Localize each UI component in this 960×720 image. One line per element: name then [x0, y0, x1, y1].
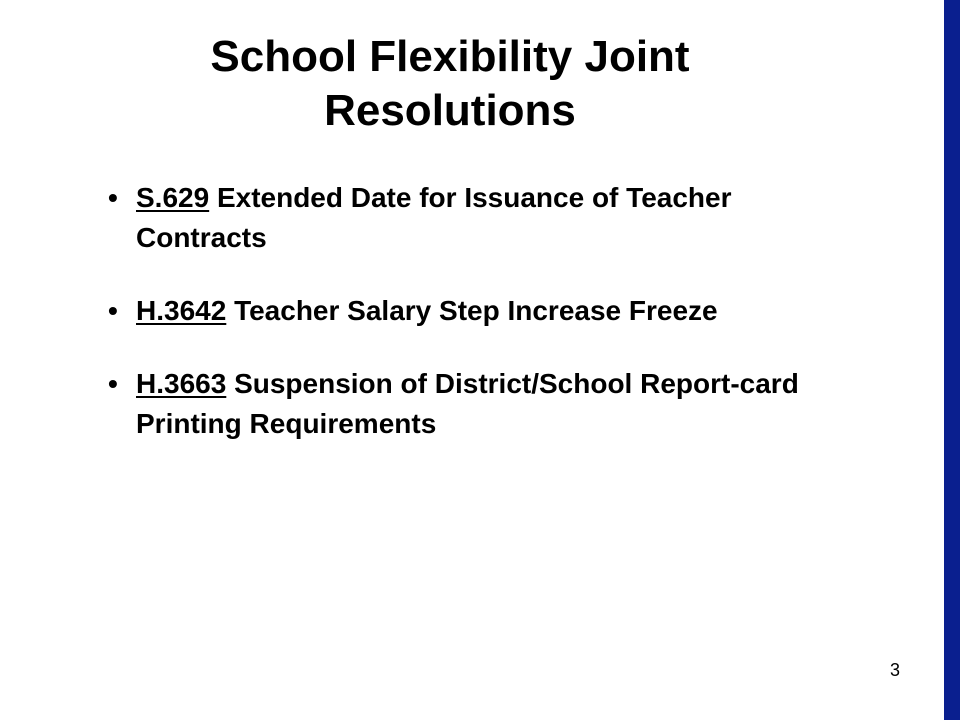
bill-number-h3642: H.3642: [136, 295, 227, 326]
bill-description-h3663: Suspension of District/School Report-card Printing Requirements: [136, 368, 799, 439]
bullet-dot-icon: •: [108, 295, 118, 326]
bill-number-s629: S.629: [136, 182, 210, 213]
bill-number-h3663: H.3663: [136, 368, 227, 399]
side-accent-bar: [944, 0, 960, 720]
bullet-item-s629: [108, 178, 828, 258]
bill-description-h3642: Teacher Salary Step Increase Freeze: [226, 295, 718, 326]
bullet-list: [108, 178, 828, 477]
bullet-item-h3642: [108, 291, 828, 331]
bullet-item-h3663: [108, 364, 828, 444]
bullet-dot-icon: •: [108, 182, 118, 213]
title-line-1: School Flexibility Joint: [210, 32, 690, 81]
page-number: 3: [889, 660, 900, 680]
title-line-2: Resolutions: [324, 86, 576, 135]
bullet-dot-icon: •: [108, 368, 118, 399]
bill-description-s629: Extended Date for Issuance of Teacher Contracts: [136, 182, 732, 253]
slide-title: [60, 30, 840, 138]
